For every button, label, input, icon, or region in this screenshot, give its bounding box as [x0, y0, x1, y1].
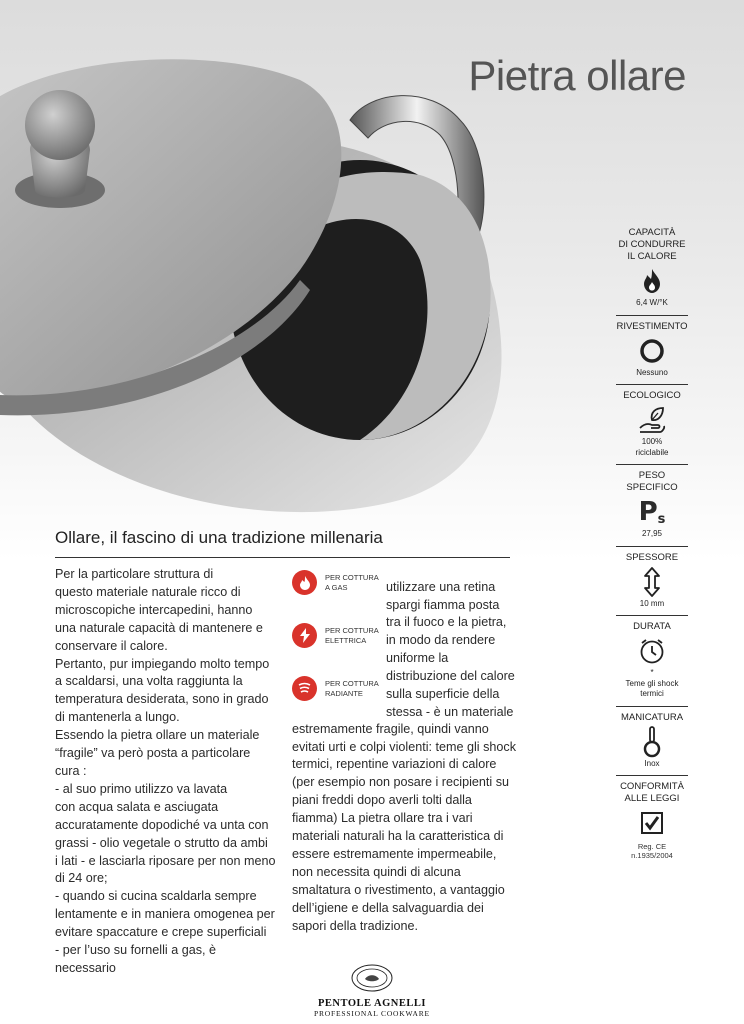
brand-name: PENTOLE AGNELLI — [318, 998, 426, 1009]
regulation-note: Reg. CE n.1935/2004 — [631, 842, 673, 860]
pan-handle-icon — [616, 727, 688, 757]
cooking-electric — [292, 623, 385, 648]
spec-title: SPESSORE — [625, 551, 679, 563]
cooking-radiant — [292, 676, 385, 701]
spec-value: Nessuno — [636, 367, 668, 377]
spec-title: RIVESTIMENTO — [616, 320, 688, 332]
thickness-arrows-icon — [616, 567, 688, 597]
subtitle-divider — [55, 557, 510, 558]
cooking-label: PER COTTURA RADIANTE — [325, 678, 379, 698]
page-title: Pietra ollare — [468, 52, 686, 99]
body-text-col1: Per la particolare struttura di questo materiale naturale ricco di microscopiche intercapedini, hanno una naturale capacità di mantenere e conservare il calore. Pertanto, pur impiegando molto tempo a scaldarsi, una volta raggiunta la temperatura desiderata, sono in grado di mantenerla a lungo. Essendo la pietra ollare un materiale “fragile” va però posta a particolare cura : - al suo primo utilizzo va lavata con acqua salata e asciugata accuratamente dopodiché va unta con grassi - olio vegetale o strutto da ambi i lati - e lasciarla riposare per non meno di 24 ore; - quando si cucina scaldarla sempre lentamente e in maniera omogenea per evitare spaccature e crepe superficiali - per l’uso su fornelli a gas, è necessario — [55, 567, 276, 975]
leaf-hand-icon — [616, 405, 688, 435]
spec-title: MANICATURA — [620, 711, 684, 723]
spec-value: Inox — [644, 758, 660, 768]
spec-value: 27,95 — [641, 529, 663, 538]
section-subtitle: Ollare, il fascino di una tradizione millenaria — [55, 528, 383, 547]
lightning-icon — [292, 623, 317, 648]
spec-value: 100% riciclabile — [635, 437, 669, 457]
cooking-gas — [292, 570, 385, 595]
clock-icon — [616, 636, 688, 666]
brand-tagline: PROFESSIONAL COOKWARE — [314, 1009, 430, 1018]
spec-compliance — [616, 776, 688, 866]
spec-value: * Teme gli shock termici — [625, 668, 679, 698]
spec-specific-weight — [616, 465, 688, 547]
ring-icon — [616, 336, 688, 366]
body-text-col2-top: utilizzare una retina spargi fiamma posta tra il fuoco e la pietra, in modo da rendere uniforme la distribuzione del calore sulla superficie della stessa - è un materiale — [386, 579, 515, 719]
spec-value: 6,4 W/°K — [636, 298, 668, 307]
spec-handle — [616, 707, 688, 777]
brand-seal-icon — [350, 963, 394, 993]
spec-title: CAPACITÀ DI CONDURRE IL CALORE — [618, 227, 686, 262]
flame-icon — [292, 570, 317, 595]
spec-coating — [616, 316, 688, 386]
cooking-label: PER COTTURA A GAS — [325, 572, 379, 592]
body-text-col2-bottom: estremamente fragile, quindi vanno evitati urti e colpi violenti: teme gli shock termici, repentine variazioni di calore (per esempio non posare i recipienti su piani freddi dopo averli tolti dalla fiamma) La pietra ollare tra i vari materiali naturali ha la caratteristica di essere estremamente impermeabile, non necessita quindi di alcuna smaltatura o rivestimento, a vantaggio dell’igiene e della salvaguardia dei sapori della tradizione. — [292, 721, 516, 933]
spec-sidebar — [616, 222, 688, 866]
checkbox-icon — [616, 808, 688, 838]
spec-value: 10 mm — [639, 598, 665, 608]
ps-symbol-icon: P s — [638, 497, 666, 527]
spec-title: DURATA — [633, 621, 671, 632]
spec-thickness — [616, 547, 688, 617]
spec-heat-conduction — [616, 222, 688, 316]
cooking-label: PER COTTURA ELETTRICA — [325, 625, 379, 645]
body-column-2-bottom — [292, 708, 517, 948]
radiant-icon — [292, 676, 317, 701]
spec-ecological — [616, 385, 688, 465]
spec-durability — [616, 616, 688, 707]
spec-title: PESO SPECIFICO — [626, 470, 678, 493]
spec-title: ECOLOGICO — [623, 390, 681, 401]
brand-logo — [312, 963, 432, 1018]
flame-icon — [616, 266, 688, 296]
spec-title: CONFORMITÀ ALLE LEGGI — [620, 781, 684, 804]
body-column-1 — [55, 566, 280, 978]
